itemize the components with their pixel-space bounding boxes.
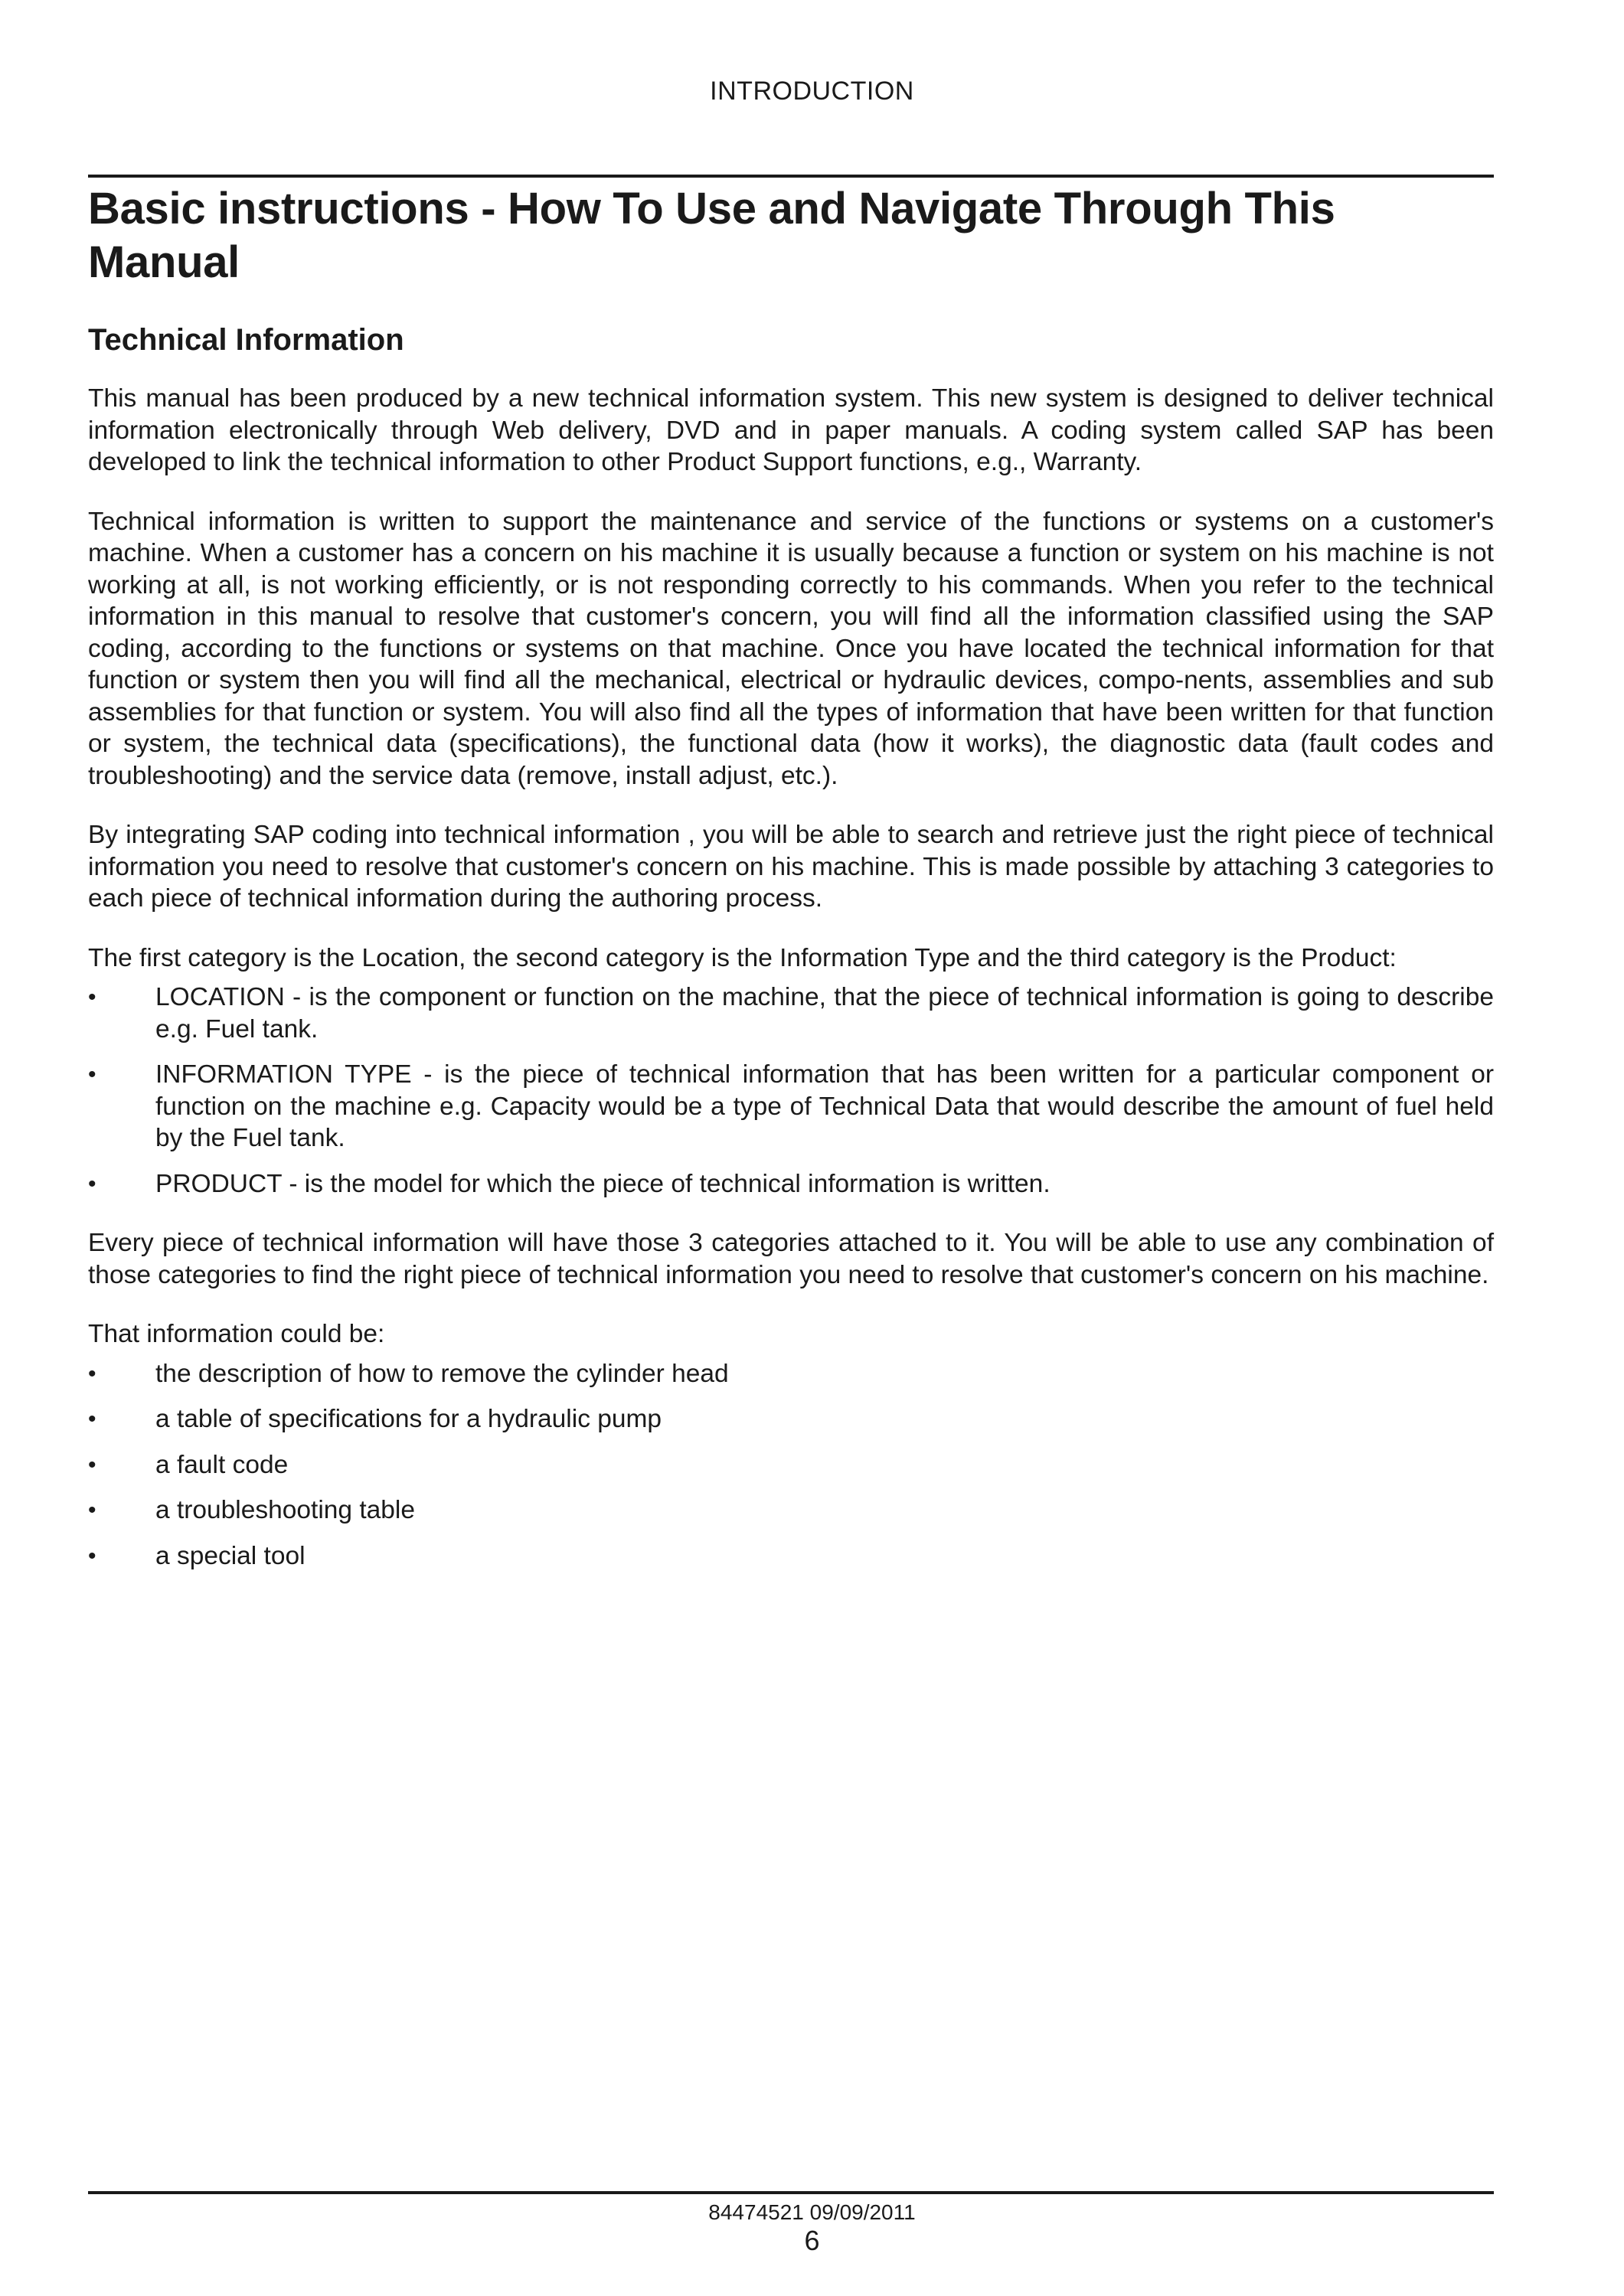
list-item	[88, 1358, 1494, 1390]
bullet-icon: •	[88, 985, 96, 1010]
paragraph-combination: Every piece of technical information will have those 3 categories attached to it. You will be able to use any combination of those categories to find the right piece of technical information you need to resolve that customer's concern on his machine.	[88, 1229, 1494, 1289]
paragraph-technical-info: Technical information is written to support the maintenance and service of the functions or systems on a customer's machine. When a customer has a concern on his machine it is usually because a function or system on his machine is not working at all, is not working efficiently, or is not responding correctly to his commands. When you refer to the technical information in this manual to resolve that customer's concern, you will find all the information classified using the SAP coding, according to the functions or systems on that machine. Once you have located the technical information for that function or system then you will find all the mechanical, electrical or hydraulic devices, compo-nents, assemblies and sub assemblies for that function or system. You will also find all the types of information that have been written for that function or system, the technical data (specifications), the functional data (how it works), the diagnostic data (fault codes and troubleshooting) and the service data (remove, install adjust, etc.).	[88, 507, 1494, 790]
info-list	[88, 1358, 1494, 1573]
paragraph-intro: This manual has been produced by a new technical information system. This new system is designed to deliver technical information electronically through Web delivery, DVD and in paper manuals. A coding system called SAP has been developed to link the technical information to other Product Support functions, e.g., Warranty.	[88, 384, 1494, 476]
page-number: 6	[804, 2225, 820, 2256]
list-item-text: INFORMATION TYPE - is the piece of technical information that has been written for a particular component or function on the machine e.g. Capacity would be a type of Technical Data that would describe the amount of fuel held by the Fuel tank.	[155, 1060, 1494, 1152]
footer-rule	[88, 2191, 1494, 2194]
list-item	[88, 1059, 1494, 1155]
list-item	[88, 1540, 1494, 1573]
paragraph-sap-coding: By integrating SAP coding into technical information , you will be able to search and retrieve just the right piece of technical information you need to resolve that customer's concern on his machine. This is made possible by attaching 3 categories to each piece of technical information during the authoring process.	[88, 821, 1494, 913]
bullet-icon: •	[88, 1406, 96, 1432]
list-item-text: a special tool	[155, 1541, 306, 1570]
list-item	[88, 1449, 1494, 1481]
header-rule	[88, 175, 1494, 178]
paragraph-info-could-be: That information could be:	[88, 1320, 385, 1348]
list-item	[88, 1494, 1494, 1527]
page-title: Basic instructions - How To Use and Navigate Through This Manual	[88, 184, 1335, 287]
bullet-icon: •	[88, 1360, 96, 1386]
bullet-icon: •	[88, 1171, 96, 1197]
bullet-icon: •	[88, 1452, 96, 1478]
section-heading: Technical Information	[88, 323, 404, 357]
list-item-text: PRODUCT - is the model for which the piece of technical information is written.	[155, 1169, 1051, 1198]
page-content	[88, 181, 1494, 1572]
list-item-text: a table of specifications for a hydraulic pump	[155, 1405, 662, 1433]
document-code: 84474521 09/09/2011	[708, 2200, 916, 2224]
bullet-icon: •	[88, 1543, 96, 1569]
list-item-text: LOCATION - is the component or function on the machine, that the piece of technical information is going to describe e.g. Fuel tank.	[155, 983, 1494, 1043]
list-item-text: a troubleshooting table	[155, 1496, 415, 1524]
category-list	[88, 981, 1494, 1200]
list-item	[88, 1168, 1494, 1200]
running-header: INTRODUCTION	[710, 77, 914, 106]
list-item	[88, 981, 1494, 1045]
list-item-text: the description of how to remove the cylinder head	[155, 1359, 729, 1388]
list-item	[88, 1403, 1494, 1435]
list-item-text: a fault code	[155, 1450, 289, 1479]
paragraph-categories: The first category is the Location, the second category is the Information Type and the third category is the Product:	[88, 943, 1397, 972]
bullet-icon: •	[88, 1062, 96, 1087]
bullet-icon: •	[88, 1497, 96, 1523]
